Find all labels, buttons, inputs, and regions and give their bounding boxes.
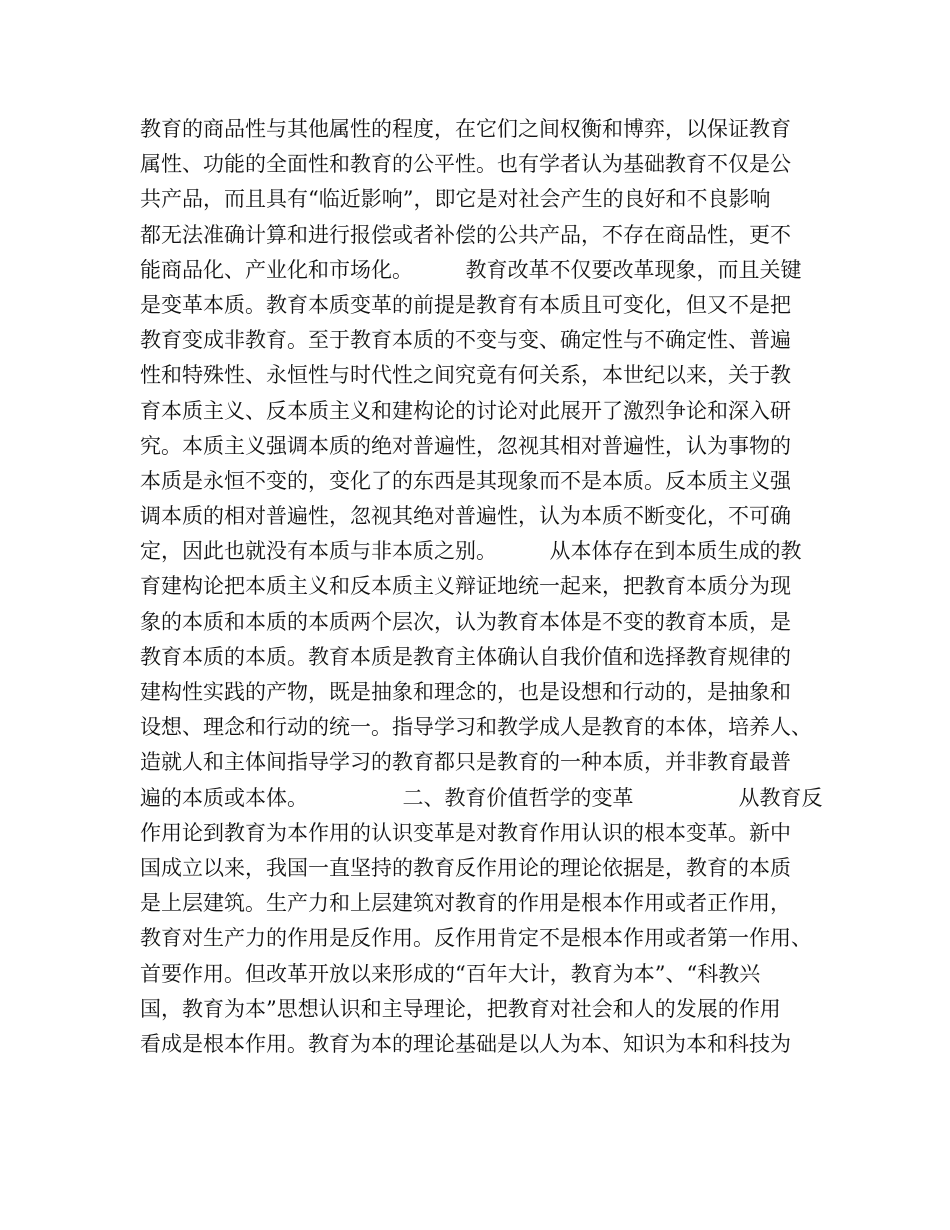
- text-line: 设想、理念和行动的统一。指导学习和教学成人是教育的本体，培养人、: [140, 715, 812, 740]
- text-line: 教育对生产力的作用是反作用。反作用肯定不是根本作用或者第一作用、: [140, 926, 812, 951]
- text-line: 都无法准确计算和进行报偿或者补偿的公共产品，不存在商品性，更不: [140, 222, 791, 247]
- text-line: 是变革本质。教育本质变革的前提是教育有本质且可变化，但又不是把: [140, 292, 791, 317]
- text-line: 能商品化、产业化和市场化。 教育改革不仅要改革现象，而且关键: [140, 257, 802, 282]
- text-line: 作用论到教育为本作用的认识变革是对教育作用认识的根本变革。新中: [140, 820, 791, 845]
- text-line: 象的本质和本质的本质两个层次，认为教育本体是不变的教育本质，是: [140, 609, 791, 634]
- text-line: 属性、功能的全面性和教育的公平性。也有学者认为基础教育不仅是公: [140, 152, 791, 177]
- body-text: [140, 112, 830, 1062]
- text-line: 建构性实践的产物，既是抽象和理念的，也是设想和行动的，是抽象和: [140, 680, 791, 704]
- text-line: 究。本质主义强调本质的绝对普遍性，忽视其相对普遍性，认为事物的: [140, 433, 791, 458]
- text-line: 共产品，而且具有“临近影响”，即它是对社会产生的良好和不良影响: [140, 187, 771, 212]
- text-line: 教育的商品性与其他属性的程度，在它们之间权衡和博弈，以保证教育: [140, 117, 791, 141]
- text-line: 性和特殊性、永恒性与时代性之间究竟有何关系，本世纪以来，关于教: [140, 363, 791, 388]
- text-line: 造就人和主体间指导学习的教育都只是教育的一种本质，并非教育最普: [140, 750, 791, 775]
- text-line: 育建构论把本质主义和反本质主义辩证地统一起来，把教育本质分为现: [140, 574, 791, 599]
- text-line: 教育变成非教育。至于教育本质的不变与变、确定性与不确定性、普遍: [140, 328, 791, 353]
- text-line: 本质是永恒不变的，变化了的东西是其现象而不是本质。反本质主义强: [140, 468, 791, 493]
- text-line: 看成是根本作用。教育为本的理论基础是以人为本、知识为本和科技为: [140, 1031, 791, 1056]
- text-line: 调本质的相对普遍性，忽视其绝对普遍性，认为本质不断变化，不可确: [140, 504, 791, 529]
- text-line: 国，教育为本”思想认识和主导理论，把教育对社会和人的发展的作用: [140, 996, 781, 1021]
- text-line: 育本质主义、反本质主义和建构论的讨论对此展开了激烈争论和深入研: [140, 398, 791, 423]
- text-line: 遍的本质或本体。 二、教育价值哲学的变革 从教育反: [140, 785, 823, 810]
- text-line: 定，因此也就没有本质与非本质之别。 从本体存在到本质生成的教: [140, 539, 802, 564]
- text-line: 首要作用。但改革开放以来形成的“百年大计，教育为本”、“科教兴: [140, 961, 761, 986]
- text-line: 是上层建筑。生产力和上层建筑对教育的作用是根本作用或者正作用，: [140, 891, 791, 916]
- text-line: 国成立以来，我国一直坚持的教育反作用论的理论依据是，教育的本质: [140, 855, 791, 880]
- text-line: 教育本质的本质。教育本质是教育主体确认自我价值和选择教育规律的: [140, 644, 791, 669]
